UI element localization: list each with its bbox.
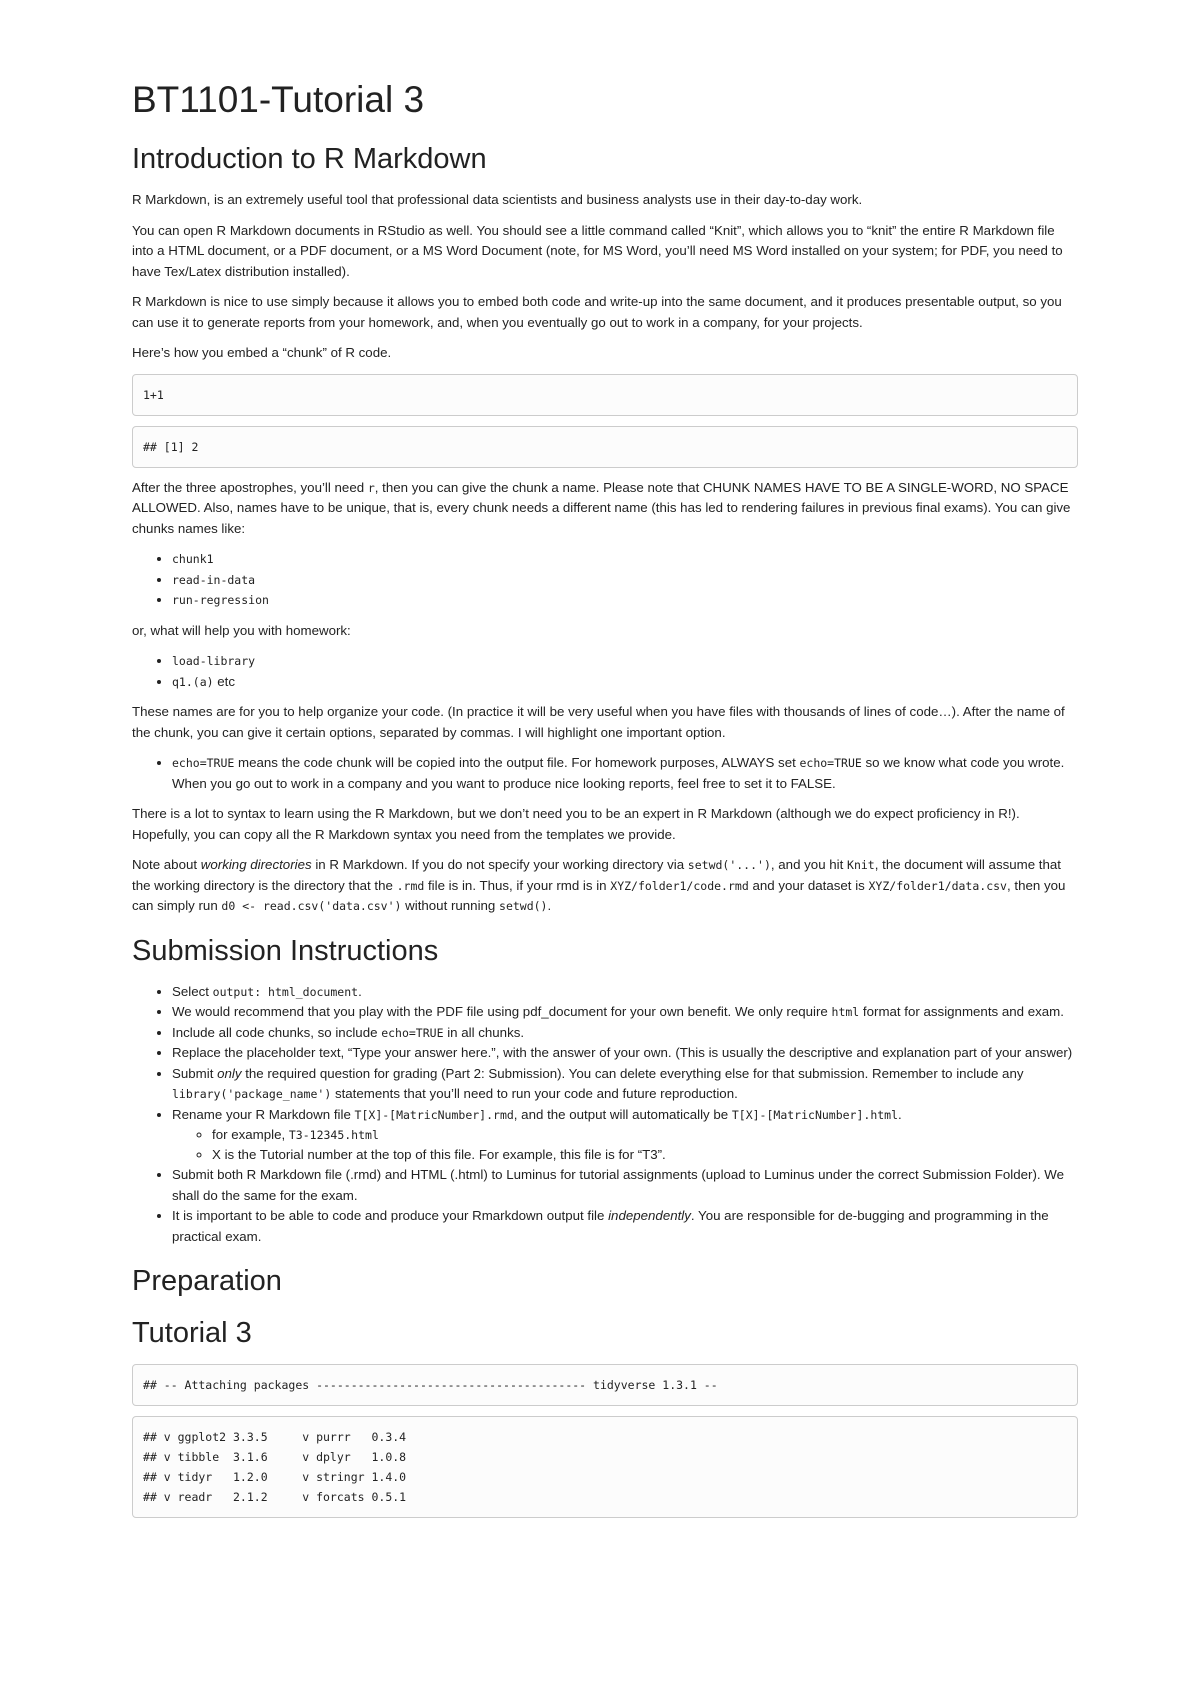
inline-code: html <box>831 1005 860 1020</box>
submission-heading: Submission Instructions <box>132 934 439 967</box>
inline-code: echo=TRUE <box>172 756 235 771</box>
intro-heading: Introduction to R Markdown <box>132 142 487 175</box>
list-item <box>172 1105 1078 1166</box>
inline-code: T[X]-[MatricNumber].rmd <box>354 1107 514 1122</box>
document-page <box>132 72 1078 1528</box>
list-item <box>172 570 1078 591</box>
list-item <box>172 590 1078 611</box>
emphasis: only <box>217 1065 242 1081</box>
text: , then you can give the chunk a name. Please note that CHUNK NAMES HAVE TO BE A SINGLE-WORD, NO SPACE ALLOWED. Also, names have to be unique, that is, every chunk needs a different name (this has led to rendering failures in previous final exams). You can give chunks names like: <box>132 479 1071 536</box>
submission-list <box>132 982 1078 1248</box>
text: format for assignments and exam. <box>859 1004 1064 1020</box>
rename-sublist <box>172 1125 1078 1165</box>
inline-code: d0 <- read.csv('data.csv') <box>221 899 402 914</box>
inline-code: setwd('...') <box>687 858 771 873</box>
code-output: ## [1] 2 <box>132 426 1078 468</box>
intro-paragraph-4: Here’s how you embed a “chunk” of R code. <box>132 345 392 361</box>
chunk-options-paragraph: These names are for you to help organize your code. (In practice it will be very useful when you have files with thousands of lines of code…). After the name of the chunk, you can give it certain options, separated by commas. I will highlight one important option. <box>132 704 1065 740</box>
text: so we know what code you wrote. When you go out to work in a company and you want to produce nice looking reports, feel free to set it to FALSE. <box>172 755 1065 791</box>
syntax-paragraph: There is a lot to syntax to learn using the R Markdown, but we don’t need you to be an expert in R Markdown (although we do expect proficiency in R!). Hopefully, you can copy all the R Markdown syntax you need from the templates we provide. <box>132 806 1020 842</box>
list-item: • Submit both R Markdown file (.rmd) and HTML (.html) to Luminus for tutorial assignments (upload to Luminus under the correct Submission Folder). We shall do the same for the exam. <box>172 1165 1078 1206</box>
chunk-name-list <box>132 549 1078 611</box>
list-item <box>172 1023 1078 1044</box>
inline-code: T[X]-[MatricNumber].html <box>731 1107 899 1122</box>
text: etc <box>213 673 235 689</box>
inline-code: XYZ/folder1/data.csv <box>868 878 1007 893</box>
text: Note about <box>132 857 201 873</box>
text: in all chunks. <box>443 1024 525 1040</box>
working-directory-paragraph <box>132 855 1078 917</box>
text: It is important to be able to code and produce your Rmarkdown output file <box>172 1208 609 1224</box>
tutorial-heading: Tutorial 3 <box>132 1316 252 1349</box>
text: . <box>547 898 552 914</box>
list-item <box>172 982 1078 1003</box>
text: statements that you’ll need to run your code and future reproduction. <box>331 1086 738 1102</box>
text: We would recommend that you play with the PDF file using pdf_document for your own benefit. We only require <box>172 1004 832 1020</box>
list-item <box>212 1125 1078 1145</box>
text: and your dataset is <box>748 877 869 893</box>
inline-code: echo=TRUE <box>381 1025 444 1040</box>
text: , and you hit <box>770 857 848 873</box>
intro-paragraph-1: R Markdown, is an extremely useful tool that professional data scientists and business analysts use in their day-to-day work. <box>132 192 863 208</box>
text: . <box>358 983 362 999</box>
inline-code: load-library <box>172 654 256 669</box>
inline-code: setwd() <box>499 899 548 914</box>
inline-code: T3-12345.html <box>288 1128 379 1143</box>
text: means the code chunk will be copied into the output file. For homework purposes, ALWAYS set <box>234 755 800 771</box>
text: . You are responsible for de-bugging and programming in the practical exam. <box>172 1208 1049 1244</box>
list-item <box>172 672 1078 693</box>
list-item <box>172 1002 1078 1023</box>
inline-code: XYZ/folder1/code.rmd <box>610 878 749 893</box>
list-item <box>172 1206 1078 1247</box>
text: After the three apostrophes, you’ll need <box>132 479 368 495</box>
inline-code: q1.(a) <box>172 674 214 689</box>
text: the required question for grading (Part 2: Submission). You can delete everything else for that submission. Remember to include any <box>241 1065 1024 1081</box>
inline-code: Knit <box>847 858 875 873</box>
inline-code: echo=TRUE <box>799 756 862 771</box>
text: for example, <box>212 1127 289 1143</box>
list-item <box>172 1064 1078 1105</box>
code-chunk: 1+1 <box>132 374 1078 416</box>
chunk-options-list <box>132 753 1078 794</box>
inline-code: read-in-data <box>172 572 256 587</box>
text: without running <box>401 898 500 914</box>
chunk-name-paragraph <box>132 478 1078 540</box>
list-item <box>172 549 1078 570</box>
homework-name-list <box>132 651 1078 692</box>
text: Include all code chunks, so include <box>172 1024 382 1040</box>
code-output: ## -- Attaching packages --------------------------------------- tidyverse 1.3.1 -- <box>132 1364 1078 1406</box>
text: , and the output will automatically be <box>513 1106 732 1122</box>
text: Submit <box>172 1065 218 1081</box>
inline-code: chunk1 <box>172 552 214 567</box>
homework-names-intro: or, what will help you with homework: <box>132 622 351 638</box>
inline-code: .rmd <box>396 878 425 893</box>
inline-code: library('package_name') <box>172 1087 332 1102</box>
text: in R Markdown. If you do not specify your working directory via <box>311 857 688 873</box>
text: file is in. Thus, if your rmd is in <box>424 877 611 893</box>
text: , then you can simply run <box>132 877 1066 914</box>
text: Select <box>172 983 213 999</box>
document-title: BT1101-Tutorial 3 <box>132 79 425 120</box>
emphasis: working directories <box>200 857 312 873</box>
preparation-heading: Preparation <box>132 1265 282 1298</box>
intro-paragraph-2: You can open R Markdown documents in RStudio as well. You should see a little command called “Knit”, which allows you to “knit” the entire R Markdown file into a HTML document, or a PDF document, or a MS Word Document (note, for MS Word, you’ll need MS Word installed on your system; for PDF, you need to have Tex/Latex distribution installed). <box>132 222 1063 279</box>
inline-code: run-regression <box>172 593 269 608</box>
text: . <box>898 1106 902 1122</box>
list-item <box>172 651 1078 672</box>
list-item: • Replace the placeholder text, “Type your answer here.”, with the answer of your own. (This is usually the descriptive and explanation part of your answer) <box>172 1043 1078 1064</box>
intro-paragraph-3: R Markdown is nice to use simply because it allows you to embed both code and write-up into the same document, and it produces presentable output, so you can use it to generate reports from your homework, and, when you eventually go out to work in a company, for your projects. <box>132 294 1062 330</box>
inline-code: output: html_document <box>212 984 359 999</box>
list-item: ◦ X is the Tutorial number at the top of this file. For example, this file is for “T3”. <box>212 1145 1078 1165</box>
list-item <box>172 753 1078 794</box>
code-output: ## v ggplot2 3.3.5 v purrr 0.3.4 ## v tibble 3.1.6 v dplyr 1.0.8 ## v tidyr 1.2.0 v stringr 1.4.0 ## v readr 2.1.2 v forcats 0.5.1 <box>132 1416 1078 1518</box>
inline-code: r <box>367 480 375 495</box>
text: Rename your R Markdown file <box>172 1106 355 1122</box>
text: , the document will assume that the working directory is the directory that the <box>132 857 1061 893</box>
emphasis: independently <box>608 1208 691 1224</box>
